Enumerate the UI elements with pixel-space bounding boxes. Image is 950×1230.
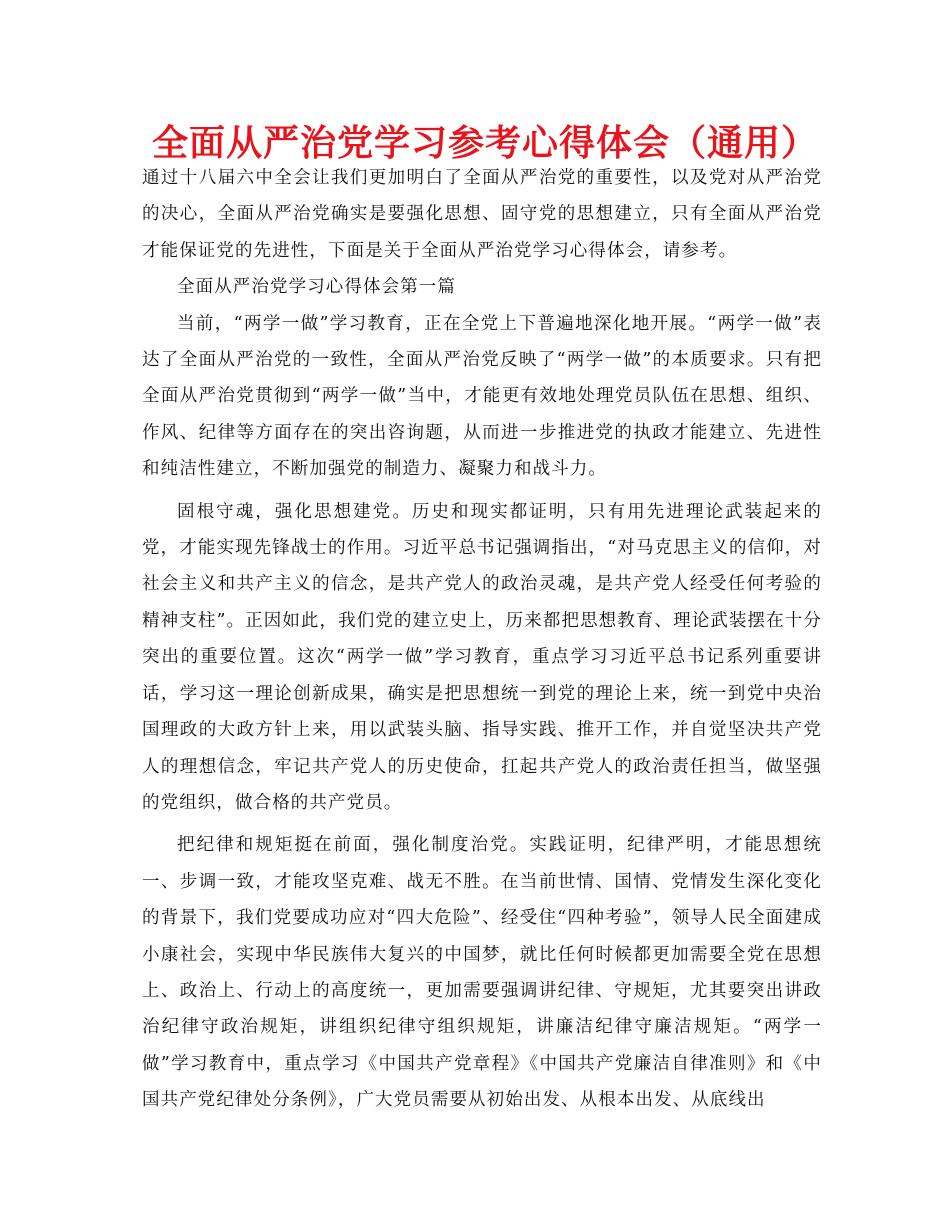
body-paragraph-1: 当前，“两学一做”学习教育，正在全党上下普遍地深化地开展。“两学一做”表达了全面从严治党的一致性，全面从严治党反映了“两学一做”的本质要求。只有把全面从严治党贯彻到“两学一做”当中，才能更有效地处理党员队伍在思想、组织、作风、纪律等方面存在的突出咨询题，从而进一步推进党的执政才能建立、先进性和纯洁性建立，不断加强党的制造力、凝聚力和战斗力。 — [142, 313, 822, 480]
body-paragraph-2: 固根守魂，强化思想建党。历史和现实都证明，只有用先进理论武装起来的党，才能实现先锋战士的作用。习近平总书记强调指出，“对马克思主义的信仰，对社会主义和共产主义的信念，是共产党人的政治灵魂，是共产党人经受任何考验的精神支柱”。正因如此，我们党的建立史上，历来都把思想教育、理论武装摆在十分突出的重要位置。这次“两学一做”学习教育，重点学习习近平总书记系列重要讲话，学习这一理论创新成果，确实是把思想统一到党的理论上来，统一到党中央治国理政的大政方针上来，用以武装头脑、指导实践、推开工作，并自觉坚决共产党人的理想信念，牢记共产党人的历史使命，扛起共产党人的政治责任担当，做坚强的党组织，做合格的共产党员。 — [142, 501, 822, 813]
document-title: 全面从严治党学习参考心得体会（通用） — [151, 123, 818, 164]
document-body — [142, 160, 822, 1119]
section-heading: 全面从严治党学习心得体会第一篇 — [177, 277, 456, 298]
intro-paragraph: 通过十八届六中全会让我们更加明白了全面从严治党的重要性，以及党对从严治党的决心，全面从严治党确实是要强化思想、固守党的思想建立，只有全面从严治党才能保证党的先进性，下面是关于全面从严治党学习心得体会，请参考。 — [142, 168, 822, 261]
body-paragraph-3: 把纪律和规矩挺在前面，强化制度治党。实践证明，纪律严明，才能思想统一、步调一致，才能攻坚克难、战无不胜。在当前世情、国情、党情发生深化变化的背景下，我们党要成功应对“四大危险”、经受住“四种考验”，领导人民全面建成小康社会，实现中华民族伟大复兴的中国梦，就比任何时候都更加需要全党在思想上、政治上、行动上的高度统一，更加需要强调讲纪律、守规矩，尤其要突出讲政治纪律守政治规矩，讲组织纪律守组织规矩，讲廉洁纪律守廉洁规矩。“两学一做”学习教育中，重点学习《中国共产党章程》《中国共产党廉洁自律准则》和《中国共产党纪律处分条例》，广大党员需要从初始出发、从根本出发、从底线出 — [142, 835, 822, 1111]
